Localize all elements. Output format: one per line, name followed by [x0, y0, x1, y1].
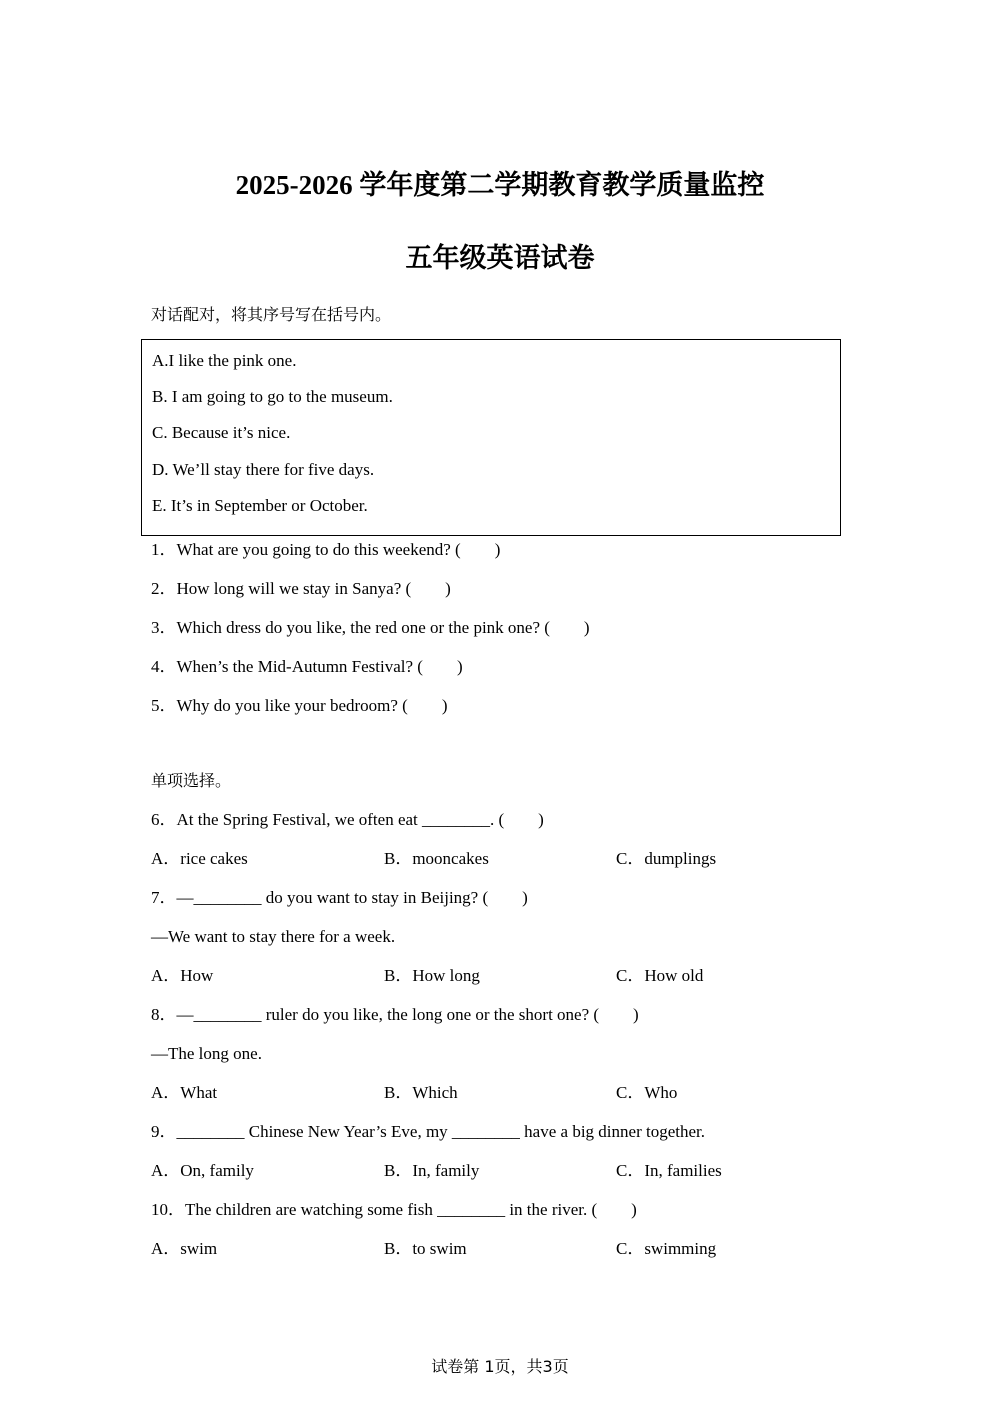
- q7-choice-a: A．How: [151, 966, 214, 985]
- q10-choice-b: B．to swim: [384, 1239, 467, 1258]
- answer-options-box: [141, 339, 841, 536]
- option-b: B. I am going to go to the museum.: [152, 387, 393, 406]
- q7-answer-line: —We want to stay there for a week.: [151, 927, 396, 946]
- q8-choice-a: A．What: [151, 1083, 218, 1102]
- section1-instruction: 对话配对，将其序号写在括号内。: [151, 305, 392, 324]
- option-a: A.I like the pink one.: [152, 351, 297, 370]
- option-d: D. We’ll stay there for five days.: [152, 460, 375, 479]
- question-9: 9．________ Chinese New Year’s Eve, my ________ have a big dinner together.: [151, 1122, 705, 1141]
- q7-choice-b: B．How long: [384, 966, 480, 985]
- q8-choice-b: B．Which: [384, 1083, 458, 1102]
- q6-choice-c: C．dumplings: [616, 849, 717, 868]
- q9-choice-c: C．In, families: [616, 1161, 722, 1180]
- question-10: 10．The children are watching some fish ________ in the river. ( ): [151, 1200, 637, 1219]
- question-4: 4．When’s the Mid-Autumn Festival? ( ): [151, 657, 463, 676]
- q7-choice-c: C．How old: [616, 966, 704, 985]
- option-c: C. Because it’s nice.: [152, 423, 291, 442]
- q9-choice-b: B．In, family: [384, 1161, 480, 1180]
- q8-choice-c: C．Who: [616, 1083, 678, 1102]
- question-2: 2．How long will we stay in Sanya? ( ): [151, 579, 451, 598]
- q8-answer-line: —The long one.: [151, 1044, 262, 1063]
- section2-instruction: 单项选择。: [151, 771, 232, 790]
- question-5: 5．Why do you like your bedroom? ( ): [151, 696, 448, 715]
- q10-choice-c: C．swimming: [616, 1239, 717, 1258]
- q6-choice-b: B．mooncakes: [384, 849, 489, 868]
- page-footer: 试卷第 1页，共3页: [431, 1357, 569, 1376]
- question-6: 6．At the Spring Festival, we often eat ________. ( ): [151, 810, 544, 829]
- q6-choice-a: A．rice cakes: [151, 849, 248, 868]
- question-3: 3．Which dress do you like, the red one or the pink one? ( ): [151, 618, 590, 637]
- option-e: E. It’s in September or October.: [152, 496, 368, 515]
- q9-choice-a: A．On, family: [151, 1161, 254, 1180]
- exam-subtitle: 五年级英语试卷: [405, 243, 595, 273]
- question-7: 7．—________ do you want to stay in Beijing? ( ): [151, 888, 528, 907]
- q10-choice-a: A．swim: [151, 1239, 218, 1258]
- question-1: 1．What are you going to do this weekend? ( ): [151, 540, 501, 559]
- exam-title: 2025-2026 学年度第二学期教育教学质量监控: [235, 170, 765, 200]
- question-8: 8．—________ ruler do you like, the long one or the short one? ( ): [151, 1005, 639, 1024]
